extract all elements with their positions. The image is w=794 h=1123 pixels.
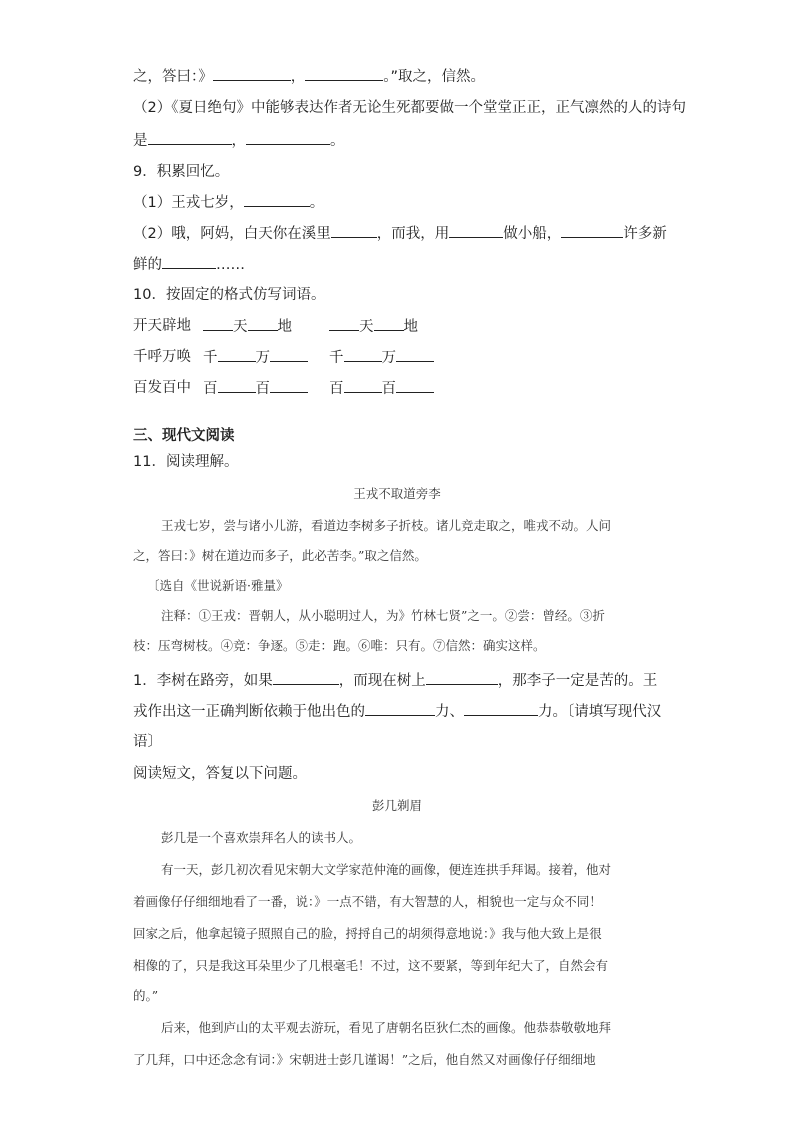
answer-blank[interactable] [396, 347, 434, 362]
passage-paragraph: 后来，他到庐山的太平观去游玩，看见了唐朝名臣狄仁杰的画像。他恭恭敬敬地拜 [161, 1020, 612, 1035]
answer-blank[interactable] [374, 316, 404, 331]
passage-paragraph: 彭几是一个喜欢崇拜名人的读书人。 [161, 830, 362, 845]
answer-blank[interactable] [426, 670, 498, 685]
q10-char: 天 [359, 319, 374, 335]
answer-blank[interactable] [213, 66, 291, 81]
q10-char: 百 [255, 381, 270, 397]
question-text: 力、 [435, 704, 464, 720]
question-text: 1．李树在路旁，如果 [133, 673, 273, 689]
q10-title: 10．按固定的格式仿写词语。 [133, 287, 326, 303]
q9-item2 [133, 223, 667, 244]
answer-blank[interactable] [248, 316, 278, 331]
q8-text: ， [290, 69, 306, 85]
q8-text: 是 [133, 133, 148, 149]
q10-char: 百 [381, 381, 396, 397]
q8-text: ， [231, 133, 246, 149]
q10-example: 开天辟地 [133, 318, 191, 334]
q10-char: 天 [233, 319, 248, 335]
answer-blank[interactable] [203, 316, 233, 331]
q8-line3 [133, 130, 345, 151]
answer-blank[interactable] [305, 66, 383, 81]
q9-title: 9．积累回忆。 [133, 164, 230, 180]
answer-blank[interactable] [331, 223, 377, 238]
q9-text: 鲜的 [133, 257, 162, 273]
question-text: ，那李子一定是苦的。王 [497, 673, 658, 689]
q10-pattern [329, 378, 434, 399]
section-heading: 三、现代文阅读 [133, 428, 235, 444]
q10-pattern [329, 316, 418, 337]
q9-item2-cont [133, 254, 245, 275]
q9-text: 做小船， [503, 226, 562, 242]
answer-blank[interactable] [218, 347, 256, 362]
q9-text: （1）王戎七岁， [133, 195, 244, 211]
q8-text: 。”取之，信然。 [383, 69, 486, 85]
q10-char: 百 [203, 381, 218, 397]
passage-paragraph: 回家之后，他拿起镜子照照自己的脸，捋捋自己的胡须得意地说：》我与他大致上是很 [133, 926, 602, 941]
q10-char: 万 [255, 350, 270, 366]
answer-blank[interactable] [561, 223, 623, 238]
question-text: 戎作出这一正确判断依赖于他出色的 [133, 704, 365, 720]
passage-notes: 枝：压弯树枝。④竞：争逐。⑤走：跑。⑥唯：只有。⑦信然：确实这样。 [133, 638, 546, 653]
passage-title: 王戎不取道旁李 [353, 486, 441, 501]
q10-pattern [329, 347, 434, 368]
passage-paragraph: 着画像仔仔细细地看了一番，说：》一点不错，有大智慧的人，相貌也一定与众不同！ [133, 894, 602, 909]
q11-title: 11．阅读理解。 [133, 454, 239, 470]
answer-blank[interactable] [365, 701, 435, 716]
answer-blank[interactable] [246, 130, 330, 145]
q8-text: 。 [330, 133, 345, 149]
q9-text: 。 [309, 195, 325, 211]
passage-paragraph: 相像的了，只是我这耳朵里少了几根毫毛！不过，这不要紧，等到年纪大了，自然会有 [133, 958, 609, 973]
passage-title: 彭几剃眉 [371, 798, 422, 813]
answer-blank[interactable] [464, 701, 538, 716]
q10-example: 百发百中 [133, 380, 191, 396]
q11-question1 [133, 670, 657, 691]
q10-example: 千呼万唤 [133, 349, 191, 365]
passage-source: 〔选自《世说新语·雅量》 [147, 578, 289, 593]
q11-question1-cont [133, 701, 661, 722]
q10-char: 地 [277, 319, 292, 335]
passage-paragraph: 之，答曰：》树在道边而多子，此必苦李。”取之信然。 [133, 548, 427, 563]
answer-blank[interactable] [148, 130, 232, 145]
q10-pattern [203, 347, 308, 368]
q11-question1-cont: 语〕 [133, 734, 162, 750]
instruction: 阅读短文，答复以下问题。 [133, 766, 307, 782]
q10-char: 百 [329, 381, 344, 397]
q8-line1 [133, 66, 485, 87]
answer-blank[interactable] [344, 347, 382, 362]
q9-text: …… [216, 257, 245, 273]
q8-text: 之，答曰：》 [133, 69, 213, 85]
q9-text: 许多新 [623, 226, 667, 242]
answer-blank[interactable] [449, 223, 503, 238]
q8-line2: （2）《夏日绝句》中能够表达作者无论生死都要做一个堂堂正正，正气凛然的人的诗句 [133, 100, 686, 116]
answer-blank[interactable] [244, 192, 310, 207]
answer-blank[interactable] [396, 378, 434, 393]
question-text: 力。〔请填写现代汉 [538, 704, 662, 720]
q10-pattern [203, 316, 292, 337]
passage-paragraph: 了几拜，口中还念念有词：》宋朝进士彭几谨谒！”之后，他自然又对画像仔仔细细地 [133, 1052, 596, 1067]
answer-blank[interactable] [162, 254, 216, 269]
answer-blank[interactable] [270, 378, 308, 393]
answer-blank[interactable] [270, 347, 308, 362]
q10-char: 千 [203, 350, 218, 366]
question-text: ，而现在树上 [338, 673, 426, 689]
q9-text: （2）哦，阿妈，白天你在溪里 [133, 226, 331, 242]
answer-blank[interactable] [273, 670, 339, 685]
q10-pattern [203, 378, 308, 399]
answer-blank[interactable] [344, 378, 382, 393]
q9-item1 [133, 192, 324, 213]
answer-blank[interactable] [329, 316, 359, 331]
answer-blank[interactable] [218, 378, 256, 393]
passage-paragraph: 的。” [133, 988, 159, 1003]
q10-char: 地 [403, 319, 418, 335]
passage-notes: 注释：①王戎：晋朝人，从小聪明过人，为》竹林七贤”之一。②尝：曾经。③折 [161, 608, 605, 623]
passage-paragraph: 有一天，彭几初次看见宋朝大文学家范仲淹的画像，便连连拱手拜谒。接着，他对 [161, 862, 612, 877]
q10-char: 千 [329, 350, 344, 366]
passage-paragraph: 王戎七岁，尝与诸小儿游，看道边李树多子折枝。诸儿竞走取之，唯戎不动。人问 [161, 518, 612, 533]
q9-text: ，而我，用 [376, 226, 450, 242]
q10-char: 万 [381, 350, 396, 366]
